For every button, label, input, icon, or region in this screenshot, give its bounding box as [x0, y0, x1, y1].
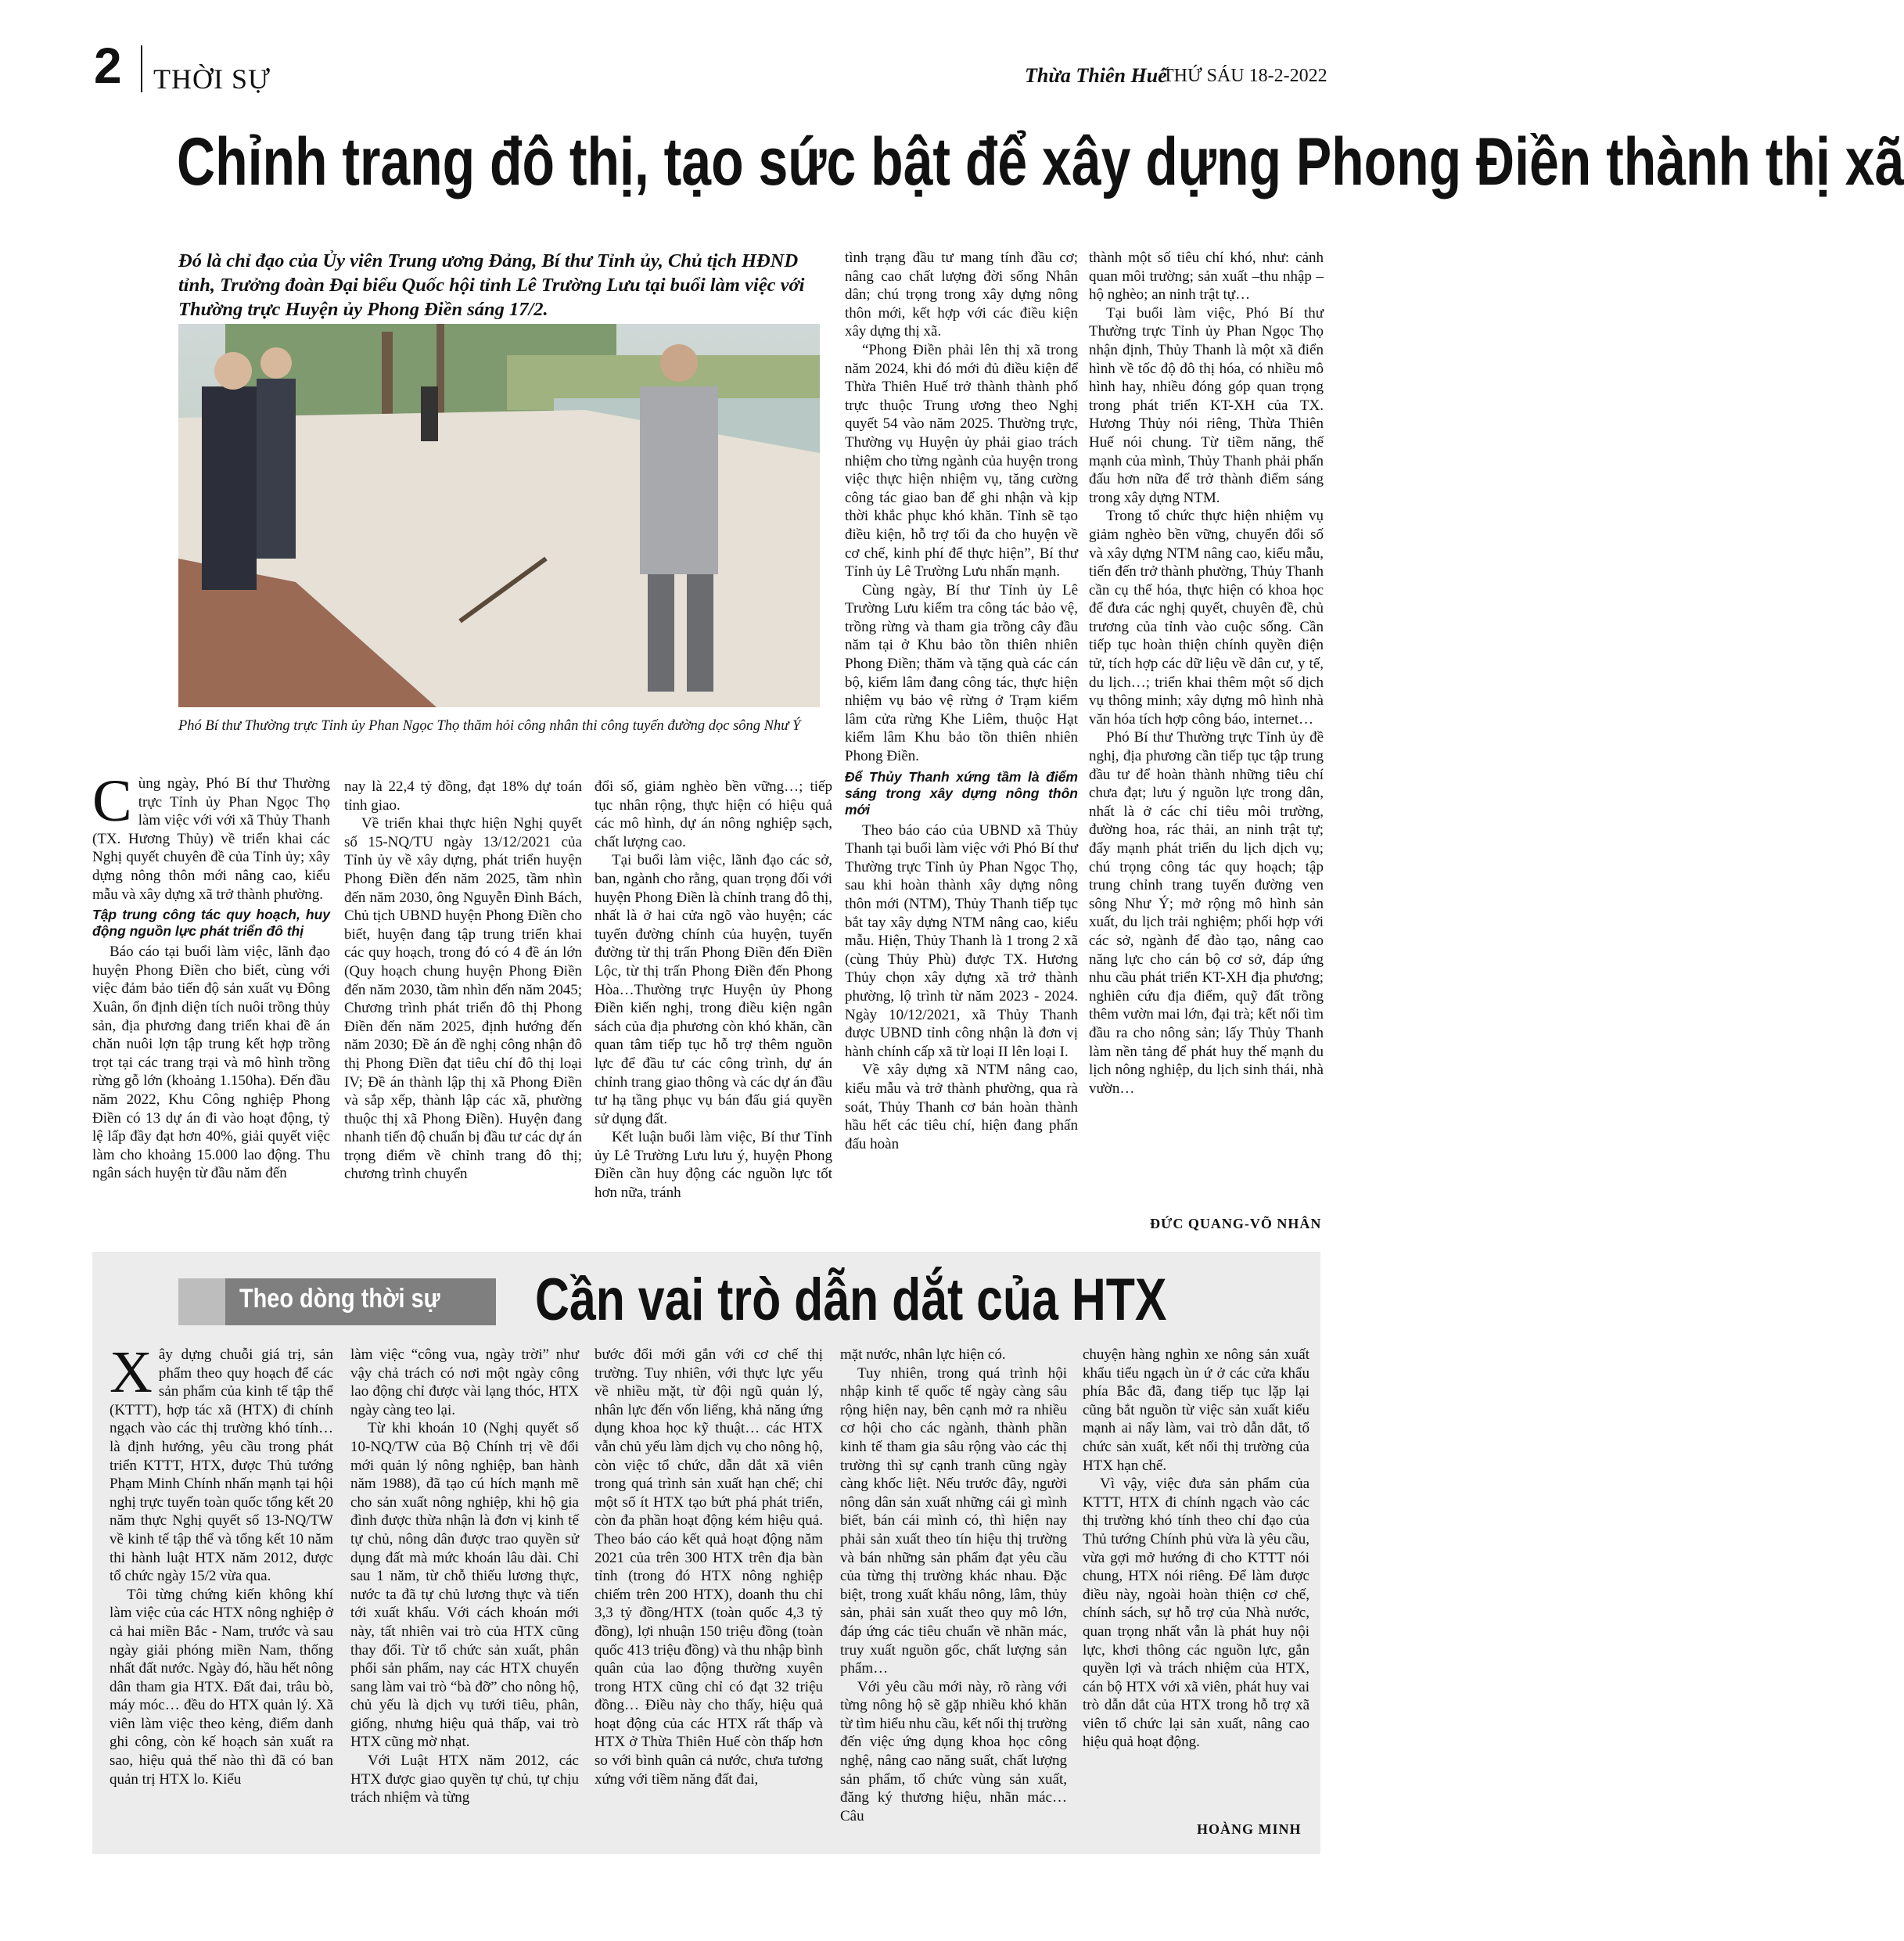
- article-paragraph: Cùng ngày, Phó Bí thư Thường trực Tỉnh ủy Phan Ngọc Thọ làm việc với với xã Thủy Thanh (TX. Hương Thủy) về triển khai các Nghị quyết chuyên đề của Tỉnh ủy; xây dựng nông thôn mới nâng cao, kiểu mẫu và xây dựng xã trở thành phường.: [92, 768, 330, 903]
- commentary-paragraph: Từ khi khoán 10 (Nghị quyết số 10-NQ/TW của Bộ Chính trị về đổi mới quản lý nông nghiệp, ban hành năm 1988), đã tạo cú hích mạnh mẽ cho sản xuất nông nghiệp, khi hộ gia đình được thừa nhận là đơn vị kinh tế tự chủ, nông dân được trao quyền sử dụng đất mà mức khoán lâu dài. Chỉ sau 1 năm, từ chỗ thiếu lương thực, nước ta đã tự chủ lương thực và tiến tới xuất khẩu. Với cách khoán mới này, tất nhiên vai trò của HTX cũng thay đổi. Từ tổ chức sản xuất, phân phối sản phẩm, nay các HTX chuyển sang làm vai trò “bà đỡ” cho nông hộ, chủ yếu là dịch vụ tưới tiêu, phân, giống, nhưng hiệu quả thấp, vai trò HTX cũng mờ nhạt.: [350, 1420, 579, 1751]
- header-divider: [141, 45, 142, 92]
- article-byline: ĐỨC QUANG-VÕ NHÂN: [1150, 1216, 1322, 1231]
- commentary-kicker-stripe: [178, 1278, 225, 1325]
- article-column-5: [1089, 249, 1324, 1098]
- commentary-column-3: [595, 1346, 823, 1788]
- article-paragraph: nay là 22,4 tỷ đồng, đạt 18% dự toán tỉnh giao.: [344, 778, 582, 814]
- article-column-2: [344, 778, 582, 1184]
- article-lead: Đó là chỉ đạo của Ủy viên Trung ương Đảng, Bí thư Tỉnh ủy, Chủ tịch HĐND tỉnh, Trưởng đoàn Đại biểu Quốc hội tỉnh Lê Trường Lưu tại buổi làm việc với Thường trực Huyện ủy Phong Điền sáng 17/2.: [178, 250, 805, 320]
- article-paragraph: thành một số tiêu chí khó, như: cảnh quan môi trường; sản xuất –thu nhập – hộ nghèo; an ninh trật tự…: [1089, 250, 1324, 304]
- commentary-column-2: [350, 1346, 579, 1807]
- commentary-paragraph: làm việc “công vua, ngày trời” như vậy chả trách có nơi một ngày công lao động chỉ được vài lạng thóc, HTX ngày càng teo lại.: [350, 1346, 579, 1418]
- article-paragraph: đổi số, giảm nghèo bền vững…; tiếp tục nhân rộng, thực hiện có hiệu quả các mô hình, dự án nông nghiệp sạch, chất lượng cao.: [595, 778, 832, 850]
- commentary-column-5: [1083, 1346, 1309, 1752]
- article-paragraph: tình trạng đầu tư mang tính đầu cơ; nâng cao chất lượng đời sống Nhân dân; chú trọng trong xây dựng nông thôn mới, kết hợp với các điều kiện xây dựng thị xã.: [845, 250, 1078, 340]
- commentary-paragraph: Với yêu cầu mới này, rõ ràng với từng nông hộ sẽ gặp nhiều khó khăn từ tìm hiểu nhu cầu, kết nối thị trường đến việc ứng dụng khoa học công nghệ, nâng cao năng suất, chất lượng sản phẩm, tổ chức vùng sản xuất, đăng ký thương hiệu, nhãn mác… Câu: [840, 1678, 1067, 1824]
- commentary-paragraph: Tôi từng chứng kiến không khí làm việc của các HTX nông nghiệp ở cả hai miền Bắc - Nam, trước và sau ngày giải phóng miền Nam, thống nhất đất nước. Ngày đó, hầu hết nông dân tham gia HTX. Đất đai, trâu bò, máy móc… đều do HTX quản lý. Xã viên làm việc theo kẻng, điểm danh ghi công, còn kế hoạch sản xuất ra sao, hiệu quả thế nào thì đã có ban quản trị HTX lo. Kiểu: [110, 1586, 333, 1788]
- photo-caption: Phó Bí thư Thường trực Tỉnh ủy Phan Ngọc Thọ thăm hỏi công nhân thi công tuyến đường dọc sông Như Ý: [178, 718, 801, 734]
- article-paragraph: Phó Bí thư Thường trực Tỉnh ủy đề nghị, địa phương cần tiếp tục tập trung đầu tư để hoàn thành những tiêu chí chưa đạt; lưu ý nguồn lực trong dân, nhất là ở các chỉ tiêu môi trường, đường hoa, rác thải, an ninh trật tự; đẩy mạnh phát triển du lịch dịch vụ; chú trọng công tác quy hoạch; tập trung chỉnh trang tuyến đường ven sông Như Ý; mở rộng mô hình sản xuất, du lịch trải nghiệm; phối hợp với các sở, ngành để đào tạo, nâng cao năng lực cho cán bộ cơ sở, đáp ứng nhu cầu phát triển KT-XH địa phương; nghiên cứu địa điểm, quỹ đất trồng thêm vườn mai lớn, đại trà; kết nối tìm đầu ra cho nông sản; lấy Thủy Thanh làm nền tảng để phát huy thế mạnh du lịch nông nghiệp, du lịch sinh thái, nhà vườn…: [1089, 729, 1324, 1097]
- article-paragraph: “Phong Điền phải lên thị xã trong năm 2024, khi đó mới đủ điều kiện để Thừa Thiên Huế trở thành thành phố trực thuộc Trung ương theo Nghị quyết 54 vào năm 2025. Thường trực, Thường vụ Huyện ủy phải giao trách nhiệm cho từng ngành của huyện trong việc thực hiện nhiệm vụ, tăng cường công tác giao ban để ghi nhận và kịp thời khắc phục khó khăn. Tỉnh sẽ tạo điều kiện, hỗ trợ tối đa cho huyện về cơ chế, kinh phí để thực hiện”, Bí thư Tỉnh ủy Lê Trường Lưu nhấn mạnh.: [845, 341, 1078, 581]
- article-paragraph: Về xây dựng xã NTM nâng cao, kiểu mẫu và trở thành phường, qua rà soát, Thủy Thanh cơ bản hoàn thành hầu hết các tiêu chí, hiện đang phấn đấu hoàn: [845, 1062, 1078, 1152]
- commentary-column-1: [110, 1339, 333, 1788]
- dropcap: C: [92, 768, 132, 834]
- article-paragraph: Trong tổ chức thực hiện nhiệm vụ giảm nghèo bền vững, chuyển đổi số và xây dựng NTM nâng cao, kiểu mẫu, tiến đến trở thành phường, Thủy Thanh cần cụ thể hóa, thực hiện có khoa học để đưa các nghị quyết, chuyên đề, chủ trương của tỉnh vào cuộc sống. Cần tiếp tục hoàn thiện chính quyền điện tử, tích hợp các dữ liệu về dân cư, y tế, du lịch…; triển khai thêm một số dịch vụ thông minh; xây dựng mô hình nhà văn hóa tích hợp công báo, internet…: [1089, 508, 1324, 728]
- article-column-1: [92, 768, 330, 1183]
- article-paragraph: Tại buổi làm việc, Phó Bí thư Thường trực Tỉnh ủy Phan Ngọc Thọ nhận định, Thủy Thanh là một xã điển hình về tốc độ đô thị hóa, có nhiều mô hình hay, nhiều đóng góp quan trọng trong phát triển KT-XH của TX. Hương Thủy nói riêng, Thừa Thiên Huế nói chung. Từ tiềm năng, thế mạnh của mình, Thủy Thanh phải phấn đấu hơn nữa để trở thành điểm sáng trong xây dựng NTM.: [1089, 304, 1324, 506]
- commentary-headline: Cần vai trò dẫn dắt của HTX: [535, 1267, 1167, 1333]
- article-paragraph: Cùng ngày, Bí thư Tỉnh ủy Lê Trường Lưu kiểm tra công tác bảo vệ, trồng rừng và tham gia trồng cây đầu năm tại ở Khu bảo tồn thiên nhiên Phong Điền; thăm và tặng quà các cán bộ, kiểm lâm đang công tác, thực hiện nhiệm vụ bảo vệ rừng ở Trạm kiểm lâm cửa rừng Khe Liêm, thuộc Hạt kiểm lâm Khu bảo tồn thiên nhiên Phong Điền.: [845, 581, 1078, 765]
- article-subheading: Để Thủy Thanh xứng tầm là điểm sáng trong xây dựng nông thôn mới: [845, 768, 1078, 818]
- article-paragraph: Về triển khai thực hiện Nghị quyết số 15-NQ/TU ngày 13/12/2021 của Tỉnh ủy về xây dựng, phát triển huyện Phong Điền đến năm 2025, tầm nhìn đến năm 2030, ông Nguyễn Đình Bách, Chủ tịch UBND huyện Phong Điền cho biết, huyện đang tập trung triển khai các quy hoạch, trong đó có 4 đề án lớn (Quy hoạch chung huyện Phong Điền đến năm 2030, tầm nhìn đến năm 2045; Chương trình phát triển đô thị Phong Điền đến năm 2025, định hướng đến năm 2030; Đề án đề nghị công nhận đô thị Phong Điền đạt tiêu chí đô thị loại IV; Đề án thành lập thị xã Phong Điền và sắp xếp, thành lập các xã, phường thuộc thị xã Phong Điền). Huyện đang nhanh tiến độ chuẩn bị đầu tư các dự án trọng điểm về chỉnh trang đô thị; chương trình chuyển: [344, 815, 582, 1183]
- commentary-paragraph: mặt nước, nhân lực hiện có.: [840, 1346, 1006, 1363]
- article-paragraph: Báo cáo tại buổi làm việc, lãnh đạo huyện Phong Điền cho biết, cùng với việc đảm bảo tiến độ sản xuất vụ Đông Xuân, ổn định diện tích nuôi trồng thủy sản, địa phương đang triển khai đề án chăn nuôi lợn tập trung kết hợp trồng trọt tại các trang trại và mô hình trồng rừng gỗ lớn (khoảng 1.150ha). Đến đầu năm 2022, Khu Công nghiệp Phong Điền có 13 dự án đi vào hoạt động, tỷ lệ lấp đầy đạt hơn 40%, giải quyết việc làm cho khoảng 15.000 lao động. Thu ngân sách huyện từ đầu năm đến: [92, 944, 330, 1182]
- issue-date: THỨ SÁU 18-2-2022: [1162, 66, 1327, 86]
- commentary-paragraph: Vì vậy, việc đưa sản phẩm của KTTT, HTX đi chính ngạch vào các thị trường khó tính theo chỉ đạo của Thủ tướng Chính phủ vừa là yêu cầu, vừa gợi mở hướng đi cho KTTT nói chung, HTX nói riêng. Để làm được điều này, ngoài hoàn thiện cơ chế, chính sách, sự hỗ trợ của Nhà nước, quan trọng nhất vẫn là phát huy nội lực, khơi thông các nguồn lực, gắn quyền lợi và trách nhiệm của HTX, cán bộ HTX với xã viên, phát huy vai trò dẫn dắt của HTX trong hỗ trợ xã viên tổ chức lại sản xuất, nâng cao hiệu quả hoạt động.: [1083, 1476, 1309, 1751]
- article-photo: [178, 324, 820, 707]
- photo-illustration: [178, 324, 820, 707]
- article-paragraph: Kết luận buổi làm việc, Bí thư Tỉnh ủy Lê Trường Lưu lưu ý, huyện Phong Điền cần huy động các nguồn lực tốt hơn nữa, tránh: [595, 1129, 832, 1202]
- article-paragraph: Tại buổi làm việc, lãnh đạo các sở, ban, ngành cho rằng, quan trọng đối với huyện Phong Điền là chỉnh trang đô thị, nhất là ở hai cửa ngõ vào huyện; các tuyến đường chính của huyện, tuyến đường từ thị trấn Phong Điền đến Điền Lộc, từ thị trấn Phong Điền đến Phong Hòa…Thường trực Huyện ủy Phong Điền kiến nghị, trong điều kiện ngân sách của địa phương còn khó khăn, cần quan tâm tiếp tục hỗ trợ thêm nguồn lực để đầu tư các công trình, dự án chỉnh trang giao thông và các dự án đầu tư hạ tầng phục vụ bán đấu giá quyền sử dụng đất.: [595, 852, 832, 1127]
- commentary-kicker: Theo dòng thời sự: [239, 1284, 440, 1314]
- section-name: THỜI SỰ: [153, 63, 271, 95]
- article-column-3: [595, 778, 832, 1202]
- commentary-paragraph: Xây dựng chuỗi giá trị, sản phẩm theo quy hoạch để các sản phẩm của kinh tế tập thể (KTTT), hợp tác xã (HTX) đi chính ngạch vào các thị trường khó tính… là định hướng, yêu cầu trong phát triển KTTT, HTX, được Thủ tướng Phạm Minh Chính nhấn mạnh tại hội nghị trực tuyến toàn quốc tổng kết 20 năm thực Nghị quyết số 13-NQ/TW về kinh tế tập thể và tổng kết 10 năm thi hành luật HTX năm 2012, được tổ chức ngày 15/2 vừa qua.: [110, 1339, 333, 1585]
- article-paragraph: Theo báo cáo của UBND xã Thủy Thanh tại buổi làm việc với Phó Bí thư Thường trực Tỉnh ủy Phan Ngọc Thọ, sau khi hoàn thành xây dựng nông thôn mới (NTM), Thủy Thanh tiếp tục bắt tay xây dựng NTM nâng cao, kiểu mẫu. Hiện, Thủy Thanh là 1 trong 2 xã (cùng Thủy Phù) được TX. Hương Thủy chọn xây dựng xã trở thành phường, lộ trình từ năm 2023 - 2024. Ngày 10/12/2021, xã Thủy Thanh được UBND tỉnh công nhận là đơn vị hành chính cấp xã từ loại II lên loại I.: [845, 821, 1078, 1060]
- commentary-paragraph: bước đổi mới gắn với cơ chế thị trường. Tuy nhiên, với thực lực yếu về nhiều mặt, từ đội ngũ quản lý, nhân lực đến vốn liếng, khả năng ứng dụng khoa học kỹ thuật… các HTX vẫn chủ yếu làm dịch vụ cho nông hộ, còn việc tổ chức, dẫn dắt xã viên trong quá trình sản xuất hạn chế; chỉ một số ít HTX tạo bứt phá phát triển, còn đa phần hoạt động kém hiệu quả. Theo báo cáo kết quả hoạt động năm 2021 của trên 300 HTX trên địa bàn tỉnh (trong đó HTX nông nghiệp chiếm trên 200 HTX), doanh thu chỉ 3,3 tỷ đồng/HTX (toàn quốc 4,3 tỷ đồng), lợi nhuận 150 triệu đồng (toàn quốc 413 triệu đồng) và thu nhập bình quân của lao động thường xuyên trong HTX cũng chỉ có đạt 32 triệu đồng… Điều này cho thấy, hiệu quả hoạt động của các HTX rất thấp và HTX ở Thừa Thiên Huế còn thấp hơn so với bình quân cả nước, chưa tương xứng với tiềm năng đất đai,: [595, 1346, 823, 1788]
- commentary-byline: HOÀNG MINH: [1197, 1821, 1302, 1837]
- commentary-paragraph: Tuy nhiên, trong quá trình hội nhập kinh tế quốc tế ngày càng sâu rộng hiện nay, bên cạnh mở ra nhiều cơ hội cho các ngành, thành phần kinh tế tham gia sâu rộng vào các thị trường thì sự cạnh tranh cũng ngày càng khốc liệt. Nếu trước đây, người nông dân sản xuất những cái gì mình biết, bán cái mình có, thì hiện nay phải sản xuất theo tín hiệu thị trường và bán những sản phẩm đạt yêu cầu của từng thị trường khác nhau. Đặc biệt, trong xuất khẩu nông, lâm, thủy sản, phải sản xuất theo quy mô lớn, đáp ứng các tiêu chuẩn về nhãn mác, truy xuất nguồn gốc, chất lượng sản phẩm…: [840, 1364, 1067, 1677]
- dropcap: X: [110, 1339, 153, 1405]
- article-headline: Chỉnh trang đô thị, tạo sức bật để xây dựng Phong Điền thành thị xã: [177, 124, 1904, 199]
- commentary-paragraph: chuyện hàng nghìn xe nông sản xuất khẩu tiểu ngạch ùn ứ ở các cửa khẩu phía Bắc đã, đang tiếp tục lặp lại cũng bắt nguồn từ việc sản xuất kiểu mạnh ai nấy làm, vai trò dẫn dắt, tổ chức sản xuất, kết nối thị trường của HTX hạn chế.: [1083, 1346, 1309, 1474]
- article-column-4: [845, 249, 1078, 1153]
- article-subheading: Tập trung công tác quy hoạch, huy động nguồn lực phát triển đô thị: [92, 907, 330, 940]
- commentary-column-4: [840, 1346, 1067, 1825]
- paper-name: Thừa Thiên Huế: [1025, 64, 1167, 87]
- commentary-paragraph: Với Luật HTX năm 2012, các HTX được giao quyền tự chủ, tự chịu trách nhiệm và từng: [350, 1752, 579, 1806]
- page-number: 2: [94, 38, 122, 94]
